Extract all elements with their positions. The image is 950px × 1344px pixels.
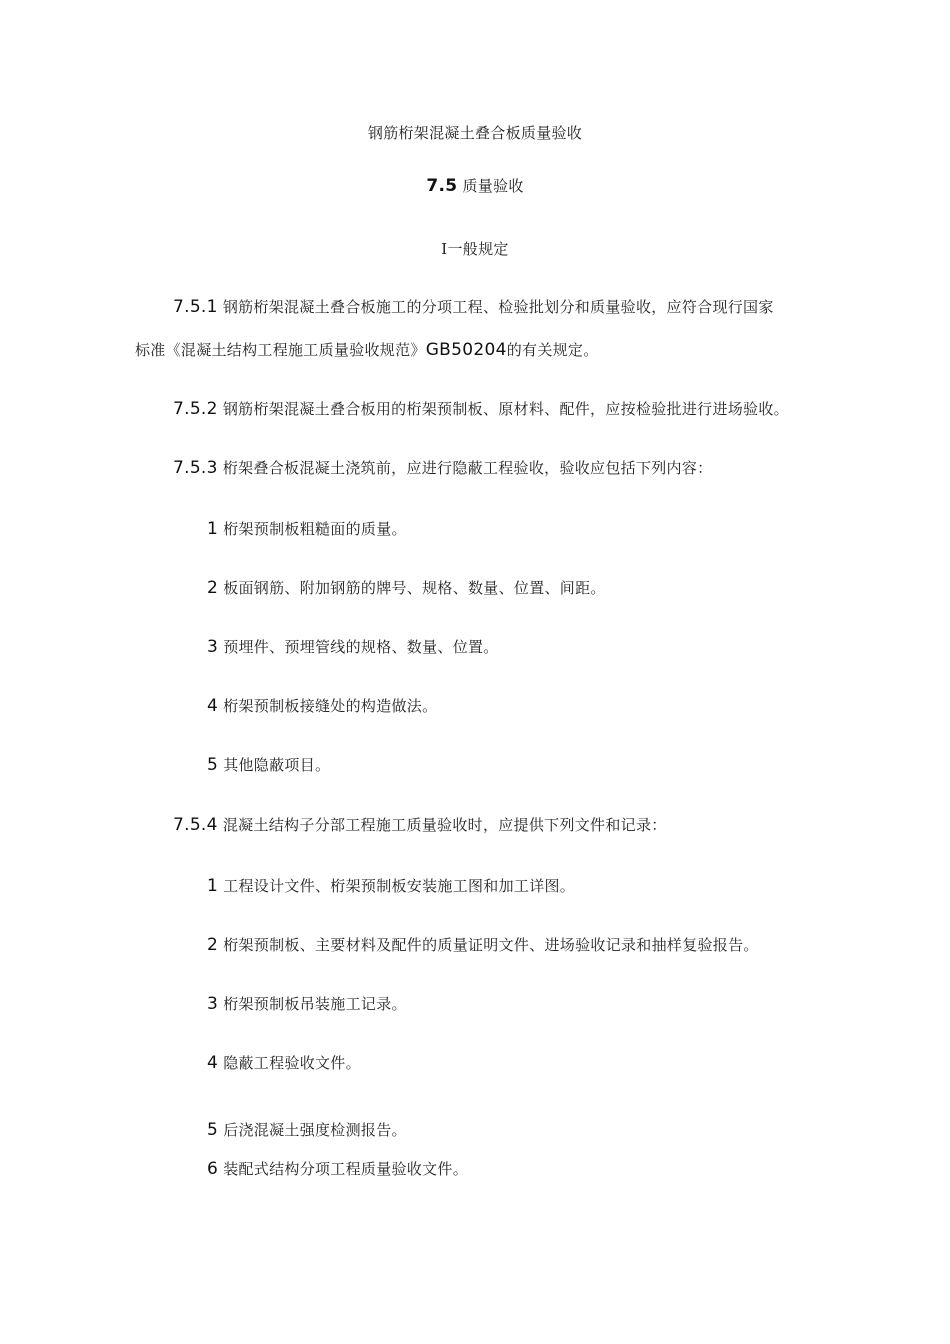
document-title-text: 钢筋桁架混凝土叠合板质量验收 — [367, 124, 583, 142]
item-text: 隐蔽工程验收文件。 — [223, 1054, 361, 1072]
clause-7-5-3 — [173, 458, 712, 478]
list-item — [207, 696, 437, 716]
item-number: 1 — [207, 876, 219, 896]
list-item — [207, 1120, 407, 1140]
clause-number: 7.5.1 — [173, 297, 218, 317]
clause-text: 桁架叠合板混凝土浇筑前，应进行隐蔽工程验收，验收应包括下列内容： — [222, 459, 713, 477]
clause-number: 7.5.3 — [173, 458, 218, 478]
list-item — [207, 755, 330, 775]
item-text: 后浇混凝土强度检测报告。 — [223, 1121, 407, 1139]
item-number: 4 — [207, 696, 219, 716]
clause-7-5-1-continued — [135, 340, 599, 360]
clause-text: 混凝土结构子分部工程施工质量验收时，应提供下列文件和记录： — [222, 816, 667, 834]
item-text: 其他隐蔽项目。 — [223, 756, 331, 774]
item-number: 3 — [207, 637, 219, 657]
item-text: 预埋件、预埋管线的规格、数量、位置。 — [223, 638, 499, 656]
item-number: 5 — [207, 1120, 219, 1140]
section-heading — [0, 176, 950, 196]
item-text: 桁架预制板接缝处的构造做法。 — [223, 697, 438, 715]
clause-text: 标准《混凝土结构工程施工质量验收规范》 — [135, 341, 426, 359]
clause-text: 钢筋桁架混凝土叠合板用的桁架预制板、原材料、配件，应按检验批进行进场验收。 — [222, 400, 789, 418]
item-number: 2 — [207, 578, 219, 598]
subsection-text: Ⅰ一般规定 — [441, 240, 509, 258]
item-text: 装配式结构分项工程质量验收文件。 — [223, 1160, 469, 1178]
clause-7-5-1 — [173, 297, 774, 317]
item-text: 工程设计文件、桁架预制板安装施工图和加工详图。 — [223, 877, 576, 895]
list-item — [207, 519, 407, 539]
list-item — [207, 876, 575, 896]
list-item — [207, 1159, 468, 1179]
item-number: 4 — [207, 1053, 219, 1073]
standard-code: GB50204 — [425, 340, 507, 360]
item-number: 1 — [207, 519, 219, 539]
clause-text: 钢筋桁架混凝土叠合板施工的分项工程、检验批划分和质量验收，应符合现行国家 — [222, 298, 774, 316]
list-item — [207, 994, 407, 1014]
item-number: 5 — [207, 755, 219, 775]
clause-number: 7.5.2 — [173, 399, 218, 419]
item-text: 板面钢筋、附加钢筋的牌号、规格、数量、位置、间距。 — [223, 579, 606, 597]
clause-7-5-2 — [173, 399, 789, 419]
list-item — [207, 637, 499, 657]
clause-7-5-4 — [173, 815, 667, 835]
list-item — [207, 1053, 361, 1073]
list-item — [207, 578, 606, 598]
item-text: 桁架预制板吊装施工记录。 — [223, 995, 407, 1013]
section-title: 质量验收 — [462, 177, 524, 195]
item-number: 3 — [207, 994, 219, 1014]
document-title — [0, 123, 950, 143]
item-text: 桁架预制板、主要材料及配件的质量证明文件、进场验收记录和抽样复验报告。 — [223, 936, 759, 954]
subsection-heading — [0, 239, 950, 259]
section-number: 7.5 — [426, 176, 458, 196]
clause-text: 的有关规定。 — [506, 341, 599, 359]
list-item — [207, 935, 759, 955]
item-number: 6 — [207, 1159, 219, 1179]
item-text: 桁架预制板粗糙面的质量。 — [223, 520, 407, 538]
clause-number: 7.5.4 — [173, 815, 218, 835]
item-number: 2 — [207, 935, 219, 955]
